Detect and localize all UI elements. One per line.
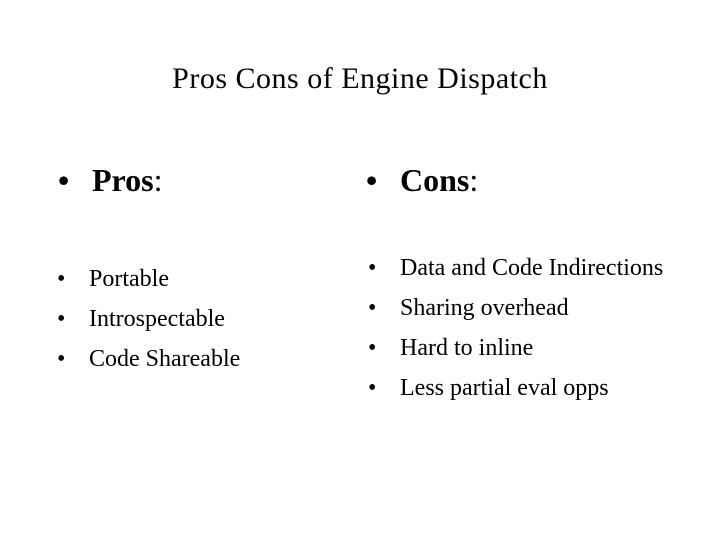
pros-item-label: Introspectable	[89, 306, 225, 332]
list-item	[368, 292, 668, 324]
pros-list	[57, 259, 347, 379]
list-item	[368, 252, 668, 284]
bullet-icon: •	[57, 346, 66, 372]
bullet-icon: •	[368, 375, 377, 401]
list-item	[368, 332, 668, 364]
pros-item-label: Portable	[89, 266, 169, 292]
bullet-icon: •	[57, 266, 66, 292]
slide-title: Pros Cons of Engine Dispatch	[172, 62, 548, 95]
list-item	[57, 339, 347, 379]
pros-heading	[58, 162, 163, 199]
bullet-icon: •	[368, 255, 377, 281]
list-item	[368, 372, 668, 404]
list-item	[57, 299, 347, 339]
list-item	[57, 259, 347, 299]
bullet-icon: •	[366, 162, 378, 198]
cons-item-label: Hard to inline	[400, 335, 534, 361]
cons-heading	[366, 162, 478, 199]
cons-item-label: Data and Code Indirections	[400, 255, 664, 281]
cons-heading-colon: :	[469, 162, 479, 198]
cons-heading-label: Cons	[400, 162, 470, 198]
bullet-icon: •	[368, 335, 377, 361]
bullet-icon: •	[58, 162, 70, 198]
cons-item-label: Sharing overhead	[400, 295, 569, 321]
pros-item-label: Code Shareable	[89, 346, 241, 372]
pros-heading-label: Pros	[92, 162, 154, 198]
pros-heading-colon: :	[153, 162, 163, 198]
bullet-icon: •	[368, 295, 377, 321]
cons-list	[368, 252, 668, 412]
cons-item-label: Less partial eval opps	[400, 375, 609, 401]
bullet-icon: •	[57, 306, 66, 332]
